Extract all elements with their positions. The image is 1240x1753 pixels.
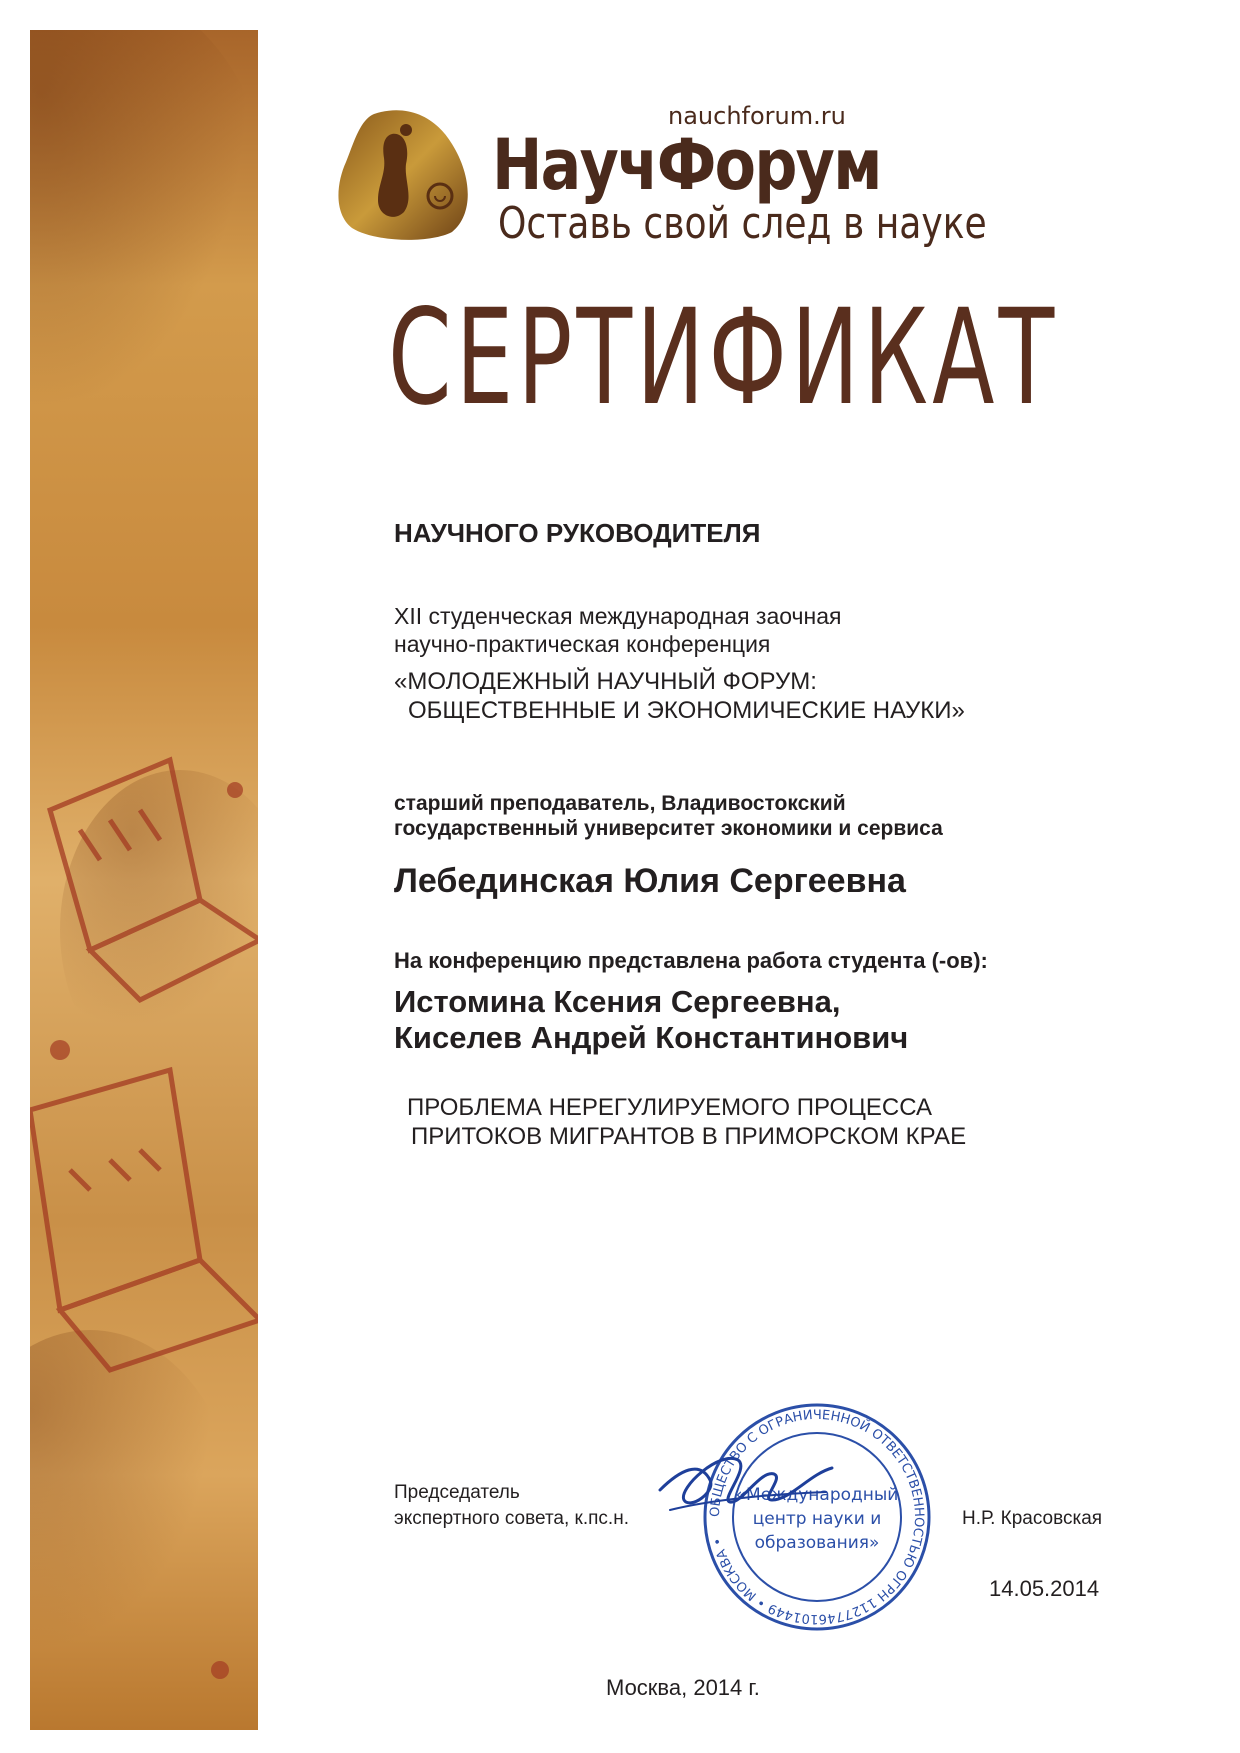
certificate-title: СЕРТИФИКАТ	[388, 281, 1059, 435]
issue-place: Москва, 2014 г.	[606, 1675, 760, 1700]
signatory-title-line-2: экспертного совета, к.пс.н.	[394, 1508, 629, 1529]
conference-line-2: научно-практическая конференция	[394, 631, 771, 657]
handwritten-signature	[650, 1430, 840, 1540]
stamp-center-line-3: образования»	[754, 1533, 880, 1553]
logo-name: НаучФорум	[492, 124, 881, 206]
signatory-title-line-1: Председатель	[394, 1482, 520, 1503]
conference-line-1: XII студенческая международная заочная	[394, 603, 842, 629]
work-topic-line-2: ПРИТОКОВ МИГРАНТОВ В ПРИМОРСКОМ КРАЕ	[411, 1123, 967, 1150]
conference-name-line-2: ОБЩЕСТВЕННЫЕ И ЭКОНОМИЧЕСКИЕ НАУКИ»	[408, 697, 965, 724]
logo-slogan: Оставь свой след в науке	[498, 198, 987, 249]
certificate-role: НАУЧНОГО РУКОВОДИТЕЛЯ	[394, 518, 761, 548]
supervisor-name: Лебединская Юлия Сергеевна	[394, 862, 906, 900]
logo-url: nauchforum.ru	[668, 102, 846, 130]
work-intro: На конференцию представлена работа студента (-ов):	[394, 948, 988, 973]
stamp-ring-text: ОБЩЕСТВО С ОГРАНИЧЕННОЙ ОТВЕТСТВЕННОСТЬЮ ОГРН 1127746101449 • МОСКВА •	[707, 1407, 927, 1627]
student-name: Киселев Андрей Константинович	[394, 1020, 909, 1055]
certificate-date: 14.05.2014	[989, 1576, 1100, 1601]
decorative-side-strip	[30, 30, 258, 1730]
conference-name-line-1: «МОЛОДЕЖНЫЙ НАУЧНЫЙ ФОРУМ:	[394, 668, 817, 695]
stamp-center-line-2: центр науки и	[752, 1509, 882, 1529]
work-topic-line-1: ПРОБЛЕМА НЕРЕГУЛИРУЕМОГО ПРОЦЕССА	[407, 1094, 933, 1121]
supervisor-position-line-2: государственный университет экономики и сервиса	[394, 817, 943, 840]
student-name: Истомина Ксения Сергеевна,	[394, 984, 841, 1019]
supervisor-position-line-1: старший преподаватель, Владивостокский	[394, 792, 846, 815]
logo-footprint-stone-icon	[334, 104, 476, 246]
stamp-center-line-1: «Международный	[735, 1485, 899, 1505]
signatory-name: Н.Р. Красовская	[962, 1508, 1103, 1529]
